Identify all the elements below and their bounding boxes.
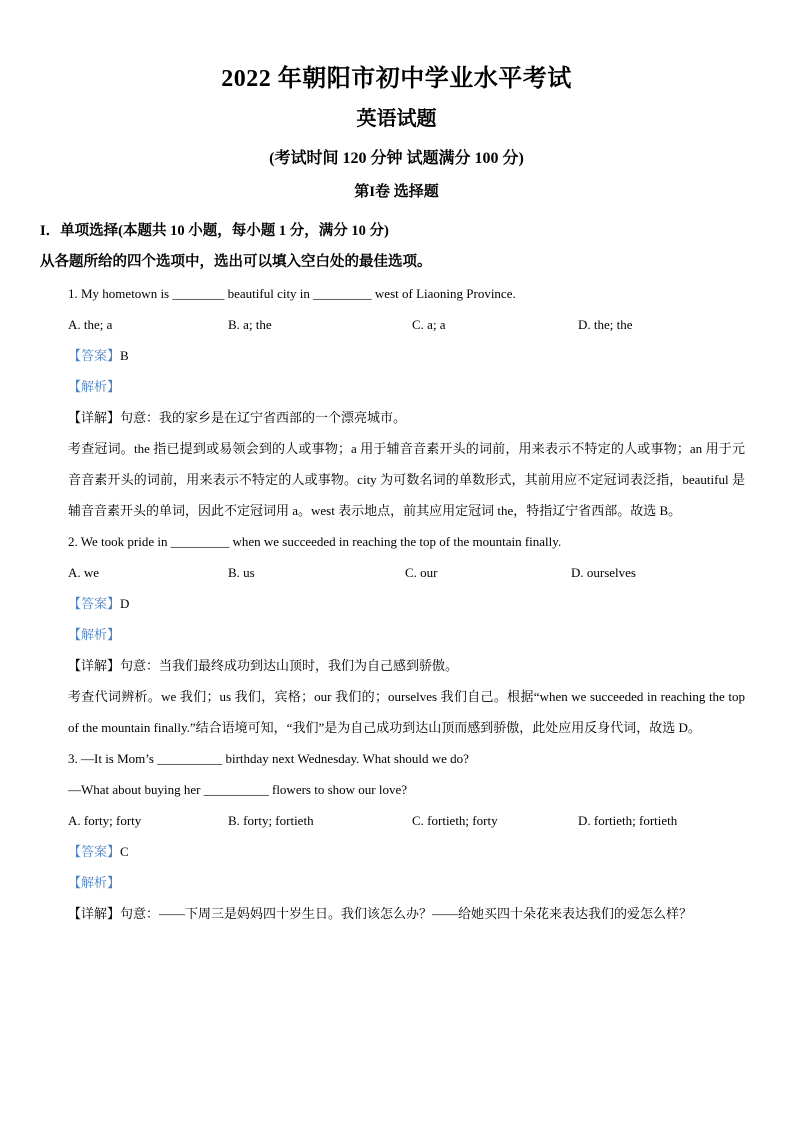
option-c[interactable]: C. a; a	[412, 316, 446, 332]
exam-content	[0, 216, 793, 929]
question-stem: 2. We took pride in _________ when we succeeded in reaching the top of the mountain finally.	[68, 533, 562, 549]
analysis-line	[40, 371, 745, 402]
answer-tag: 【答案】	[68, 843, 121, 859]
answer-tag: 【答案】	[68, 595, 121, 611]
question-stem: 1. My hometown is ________ beautiful city in _________ west of Liaoning Province.	[68, 285, 516, 301]
answer-line	[40, 836, 745, 867]
analysis-body: 考查冠词。the 指已提到或易领会到的人或事物；a 用于辅音音素开头的词前，用来表示不特定的人或事物；an 用于元音音素开头的词前，用来表示不特定的人或事物。city 为可数名词的单数形式，其前用应不定冠词表泛指，beautiful 是辅音音素开头的单词，因此不定冠词用 a。west 表示地点，前其应用定冠词 the，特指辽宁省西部。故选 B。	[68, 440, 745, 518]
option-b[interactable]: B. us	[228, 564, 255, 580]
analysis-line	[40, 619, 745, 650]
analysis-line	[40, 867, 745, 898]
question-options	[40, 557, 745, 588]
analysis-tag: 【解析】	[68, 626, 121, 642]
analysis-tag: 【解析】	[68, 378, 121, 394]
detail-line	[40, 898, 745, 929]
section-instruction: 从各题所给的四个选项中，选出可以填入空白处的最佳选项。	[40, 253, 432, 270]
option-a[interactable]: A. we	[68, 564, 100, 580]
question-options	[40, 309, 745, 340]
answer-value: C	[120, 843, 129, 859]
option-d[interactable]: D. fortieth; fortieth	[578, 812, 678, 828]
answer-value: B	[120, 347, 129, 363]
question-stem-second: —What about buying her __________ flowers to show our love?	[68, 781, 408, 797]
part-heading: 第I卷 选择题	[354, 184, 439, 200]
analysis-tag: 【解析】	[68, 874, 121, 890]
detail-text: 句意：当我们最终成功到达山顶时，我们为自己感到骄傲。	[120, 657, 459, 673]
page-title: 2022 年朝阳市初中学业水平考试	[221, 66, 572, 92]
question-options	[40, 805, 745, 836]
exam-info-line: (考试时间 120 分钟 试题满分 100 分)	[269, 150, 524, 167]
detail-line	[40, 402, 745, 433]
detail-text: 句意：我的家乡是在辽宁省西部的一个漂亮城市。	[120, 409, 407, 425]
option-c[interactable]: C. our	[405, 564, 438, 580]
answer-tag: 【答案】	[68, 347, 121, 363]
answer-value: D	[120, 595, 130, 611]
detail-tag: 【详解】	[68, 905, 121, 921]
option-a[interactable]: A. the; a	[68, 316, 113, 332]
detail-tag: 【详解】	[68, 657, 121, 673]
section-heading: I．单项选择(本题共 10 小题，每小题 1 分，满分 10 分)	[40, 222, 389, 239]
option-b[interactable]: B. a; the	[228, 316, 272, 332]
answer-line	[40, 340, 745, 371]
detail-tag: 【详解】	[68, 409, 121, 425]
option-b[interactable]: B. forty; fortieth	[228, 812, 314, 828]
answer-line	[40, 588, 745, 619]
analysis-body: 考查代词辨析。we 我们；us 我们，宾格；our 我们的；ourselves 我们自己。根据“when we succeeded in reaching the top of the mountain finally.”结合语境可知，“我们”是为自己成功到达山顶而感到骄傲，此处应用反身代词，故选 D。	[68, 688, 745, 735]
option-d[interactable]: D. the; the	[578, 316, 633, 332]
option-a[interactable]: A. forty; forty	[68, 812, 142, 828]
detail-text: 句意：——下周三是妈妈四十岁生日。我们该怎么办？——给她买四十朵花来表达我们的爱怎么样？	[120, 905, 693, 921]
detail-line	[40, 650, 745, 681]
subject-title: 英语试题	[356, 108, 437, 130]
option-d[interactable]: D. ourselves	[571, 564, 636, 580]
question-stem: 3. —It is Mom’s __________ birthday next Wednesday. What should we do?	[68, 750, 469, 766]
option-c[interactable]: C. fortieth; forty	[412, 812, 498, 828]
